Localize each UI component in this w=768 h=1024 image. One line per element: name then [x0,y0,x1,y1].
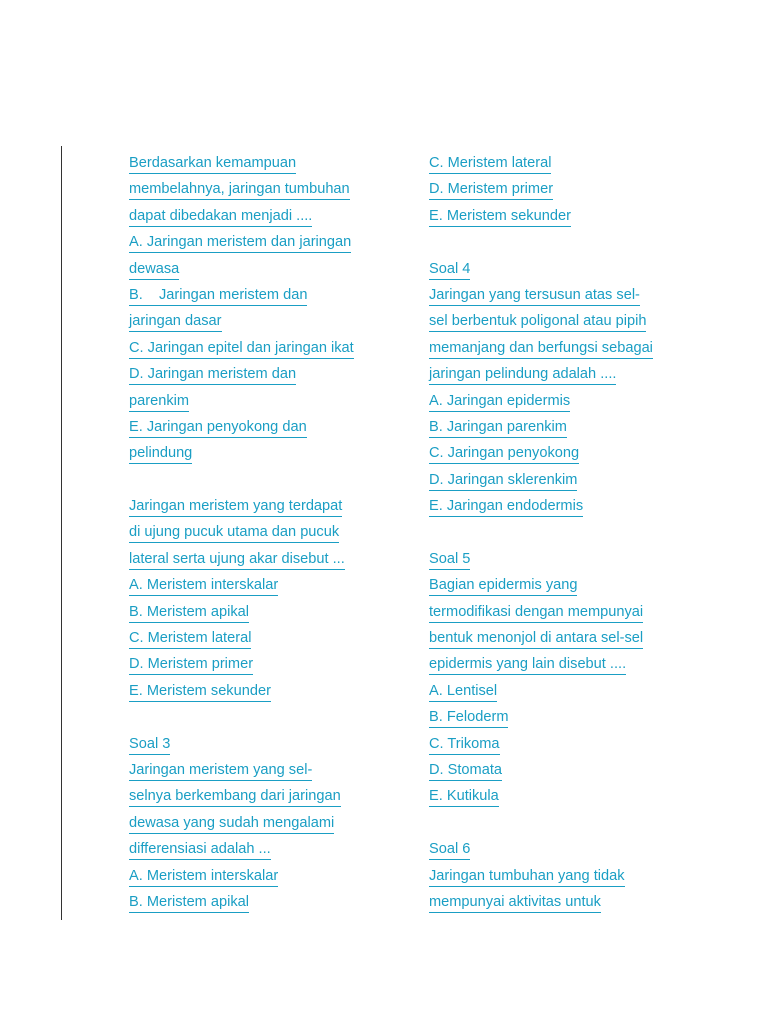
link-text[interactable]: B. Meristem apikal [129,894,249,913]
link-text[interactable]: E. Meristem sekunder [129,683,271,702]
text-line[interactable] [429,757,729,783]
link-text[interactable]: jaringan dasar [129,313,222,332]
margin-rule [61,146,62,920]
text-line[interactable] [129,388,399,414]
link-text[interactable]: D. Stomata [429,762,502,781]
link-text[interactable]: dapat dibedakan menjadi .... [129,208,312,227]
text-line[interactable] [429,361,729,387]
link-text[interactable]: C. Jaringan penyokong [429,445,579,464]
text-line[interactable] [129,176,399,202]
text-line[interactable] [129,572,399,598]
text-line[interactable] [429,308,729,334]
link-text[interactable]: Berdasarkan kemampuan [129,155,296,174]
text-line[interactable] [429,863,729,889]
link-text[interactable]: A. Jaringan meristem dan jaringan [129,234,351,253]
link-text[interactable]: Soal 4 [429,261,470,280]
link-text[interactable]: lateral serta ujung akar disebut ... [129,551,345,570]
link-text[interactable]: D. Meristem primer [129,656,253,675]
text-line[interactable] [129,519,399,545]
text-line[interactable] [129,203,399,229]
text-line[interactable] [129,625,399,651]
text-line[interactable] [129,546,399,572]
link-text[interactable]: parenkim [129,393,189,412]
text-line[interactable] [429,414,729,440]
link-text[interactable]: selnya berkembang dari jaringan [129,788,341,807]
text-line[interactable] [429,625,729,651]
text-line[interactable] [129,783,399,809]
text-line[interactable] [129,599,399,625]
text-line[interactable] [429,704,729,730]
text-line[interactable] [429,388,729,414]
link-text[interactable]: membelahnya, jaringan tumbuhan [129,181,350,200]
link-text[interactable]: D. Meristem primer [429,181,553,200]
text-line[interactable] [129,229,399,255]
text-line[interactable] [129,414,399,440]
link-text[interactable]: Jaringan meristem yang sel- [129,762,312,781]
link-text[interactable]: B. Feloderm [429,709,508,728]
blank-line [129,704,399,730]
link-text[interactable]: pelindung [129,445,192,464]
link-text[interactable]: epidermis yang lain disebut .... [429,656,626,675]
link-text[interactable]: di ujung pucuk utama dan pucuk [129,524,339,543]
text-line[interactable] [129,493,399,519]
link-text[interactable]: B. Jaringan meristem dan [129,287,307,306]
text-line[interactable] [429,467,729,493]
text-line[interactable] [129,282,399,308]
text-line[interactable] [129,757,399,783]
text-line[interactable] [129,256,399,282]
text-line[interactable] [429,256,729,282]
text-line[interactable] [129,308,399,334]
text-line[interactable] [429,599,729,625]
link-text[interactable]: sel berbentuk poligonal atau pipih [429,313,646,332]
link-text[interactable]: dewasa yang sudah mengalami [129,815,334,834]
text-line[interactable] [429,493,729,519]
link-text[interactable]: A. Jaringan epidermis [429,393,570,412]
link-text[interactable]: E. Meristem sekunder [429,208,571,227]
link-text[interactable]: B. Meristem apikal [129,604,249,623]
text-line[interactable] [129,651,399,677]
link-text[interactable]: dewasa [129,261,179,280]
text-line[interactable] [129,335,399,361]
link-text[interactable]: Jaringan yang tersusun atas sel- [429,287,640,306]
text-line[interactable] [429,335,729,361]
link-text[interactable]: memanjang dan berfungsi sebagai [429,340,653,359]
text-line[interactable] [429,889,729,915]
text-line[interactable] [129,889,399,915]
text-line[interactable] [129,731,399,757]
blank-line [429,229,729,255]
link-text[interactable]: Soal 6 [429,841,470,860]
text-line[interactable] [429,546,729,572]
text-line[interactable] [429,150,729,176]
text-line[interactable] [429,203,729,229]
text-line[interactable] [129,678,399,704]
text-line[interactable] [129,150,399,176]
text-line[interactable] [429,176,729,202]
right-column [429,150,729,915]
text-line[interactable] [129,440,399,466]
text-line[interactable] [429,783,729,809]
link-text[interactable]: C. Jaringan epitel dan jaringan ikat [129,340,354,359]
link-text[interactable]: E. Jaringan endodermis [429,498,583,517]
blank-line [429,519,729,545]
text-line[interactable] [429,731,729,757]
link-text[interactable]: A. Lentisel [429,683,497,702]
left-column [129,150,399,915]
link-text[interactable]: D. Jaringan sklerenkim [429,472,577,491]
text-line[interactable] [129,810,399,836]
link-text[interactable]: A. Meristem interskalar [129,868,278,887]
text-line[interactable] [429,572,729,598]
link-text[interactable]: C. Meristem lateral [429,155,551,174]
blank-line [429,810,729,836]
link-text[interactable]: B. Jaringan parenkim [429,419,567,438]
text-line[interactable] [429,836,729,862]
text-line[interactable] [429,651,729,677]
text-line[interactable] [429,440,729,466]
link-text[interactable]: A. Meristem interskalar [129,577,278,596]
text-line[interactable] [429,678,729,704]
link-text[interactable]: Soal 5 [429,551,470,570]
link-text[interactable]: termodifikasi dengan mempunyai [429,604,643,623]
link-text[interactable]: E. Kutikula [429,788,499,807]
link-text[interactable]: jaringan pelindung adalah .... [429,366,616,385]
text-line[interactable] [129,863,399,889]
link-text[interactable]: C. Trikoma [429,736,500,755]
link-text[interactable]: Soal 3 [129,736,170,755]
link-text[interactable]: mempunyai aktivitas untuk [429,894,601,913]
blank-line [129,467,399,493]
text-line[interactable] [429,282,729,308]
link-text[interactable]: C. Meristem lateral [129,630,251,649]
link-text[interactable]: Jaringan tumbuhan yang tidak [429,868,625,887]
link-text[interactable]: differensiasi adalah ... [129,841,271,860]
text-line[interactable] [129,836,399,862]
link-text[interactable]: E. Jaringan penyokong dan [129,419,307,438]
link-text[interactable]: bentuk menonjol di antara sel-sel [429,630,643,649]
link-text[interactable]: Bagian epidermis yang [429,577,577,596]
link-text[interactable]: D. Jaringan meristem dan [129,366,296,385]
link-text[interactable]: Jaringan meristem yang terdapat [129,498,342,517]
text-line[interactable] [129,361,399,387]
